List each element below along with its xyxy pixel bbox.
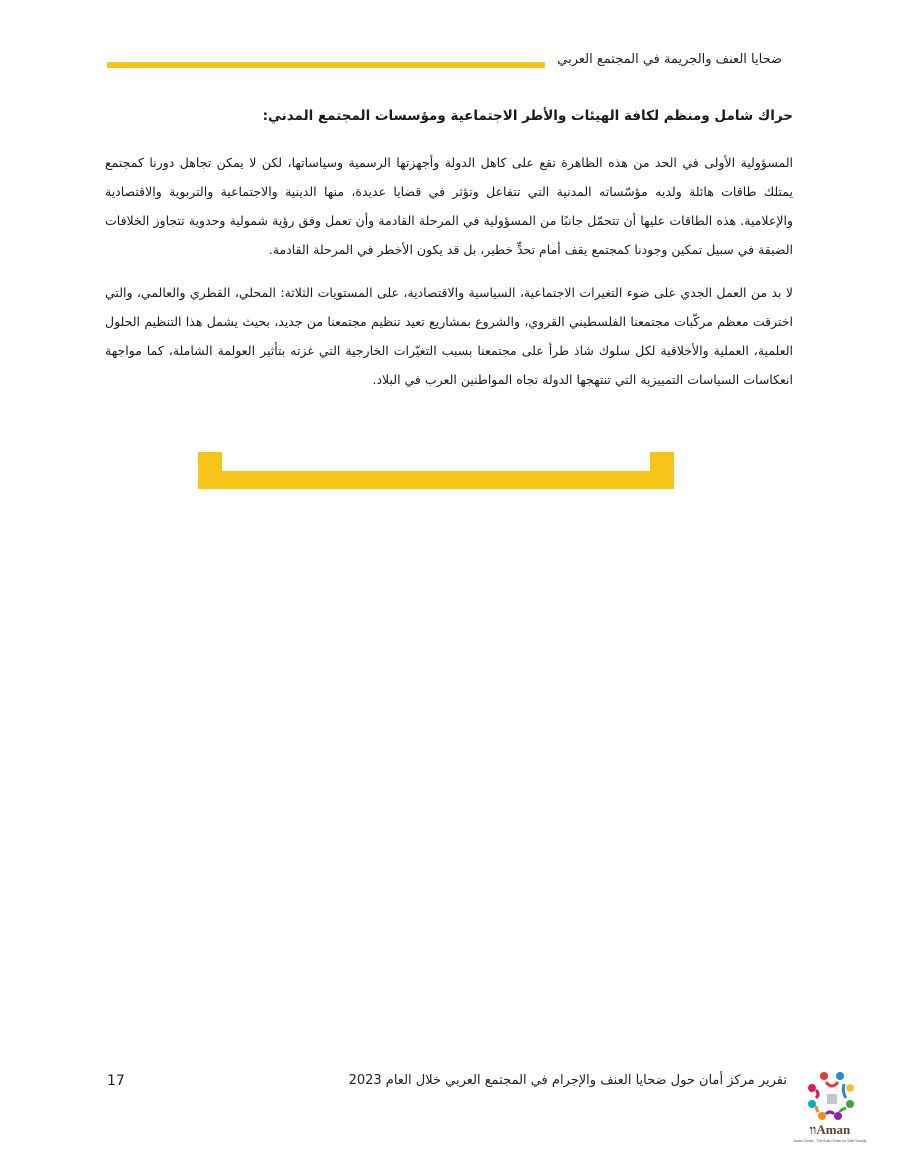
section-heading: حراك شامل ومنظم لكافة الهيئات والأطر الاجتماعية ومؤسسات المجتمع المدني: (262, 108, 793, 124)
running-header-title: ضحايا العنف والجريمة في المجتمع العربي (557, 52, 782, 67)
aman-center-logo (792, 1070, 878, 1156)
body-paragraph-2: لا بد من العمل الجدي على ضوء التغيرات الاجتماعية، السياسية والاقتصادية، على المستويات الثلاثة: المحلي، القطري والعالمي، والتي اخترقت معظم مركّبات مجتمعنا الفلسطيني القروي، والشروع بمشاريع تعيد تنظيم مجتمعنا من جديد، بحيث يشمل هذا التنظيم الحلول العلمية، العملية والأخلاقية لكل سلوك شاذ طرأ على مجتمعنا بسبب التغيّرات الخارجية التي غزته بتأثير العولمة الشاملة، كما مواجهة انعكاسات السياسات التمييزية التي تنتهجها الدولة تجاه المواطنين العرب في البلاد. (105, 285, 793, 387)
page-body (105, 104, 793, 408)
logo-tagline: Aman Center - The Arab Center for Safe Society (793, 1139, 867, 1143)
header-accent-rule (107, 62, 545, 68)
footer-report-title: تقرير مركز أمان حول ضحايا العنف والإجرام في المجتمع العربي خلال العام 2023 (348, 1073, 787, 1088)
body-paragraph-1: المسؤولية الأولى في الحد من هذه الظاهرة تقع على كاهل الدولة وأجهزتها الرسمية وسياساتها، لكن لا يمكن تجاهل دورنا كمجتمع يمتلك طاقات هائلة ولديه مؤسّساته المدنية التي تتفاعل وتؤثر في قضايا عديدة، منها الدينية والاجتماعية والتربوية والاقتصادية والإعلامية. هذه الطاقات عليها أن تتحمّل جانبًا من المسؤولية في المرحلة القادمة وأن تعمل وفق رؤية شمولية وحدوية تتجاوز الخلافات الضيقة في سبيل تمكين وجودنا كمجتمع يقف أمام تحدٍّ خطير، بل قد يكون الأخطر في المرحلة القادمة. (105, 155, 793, 257)
page-number: 17 (107, 1073, 125, 1089)
logo-wordmark: Amanוו (809, 1122, 851, 1137)
aman-logo-graphic (792, 1070, 878, 1156)
decorative-bracket (198, 452, 674, 489)
